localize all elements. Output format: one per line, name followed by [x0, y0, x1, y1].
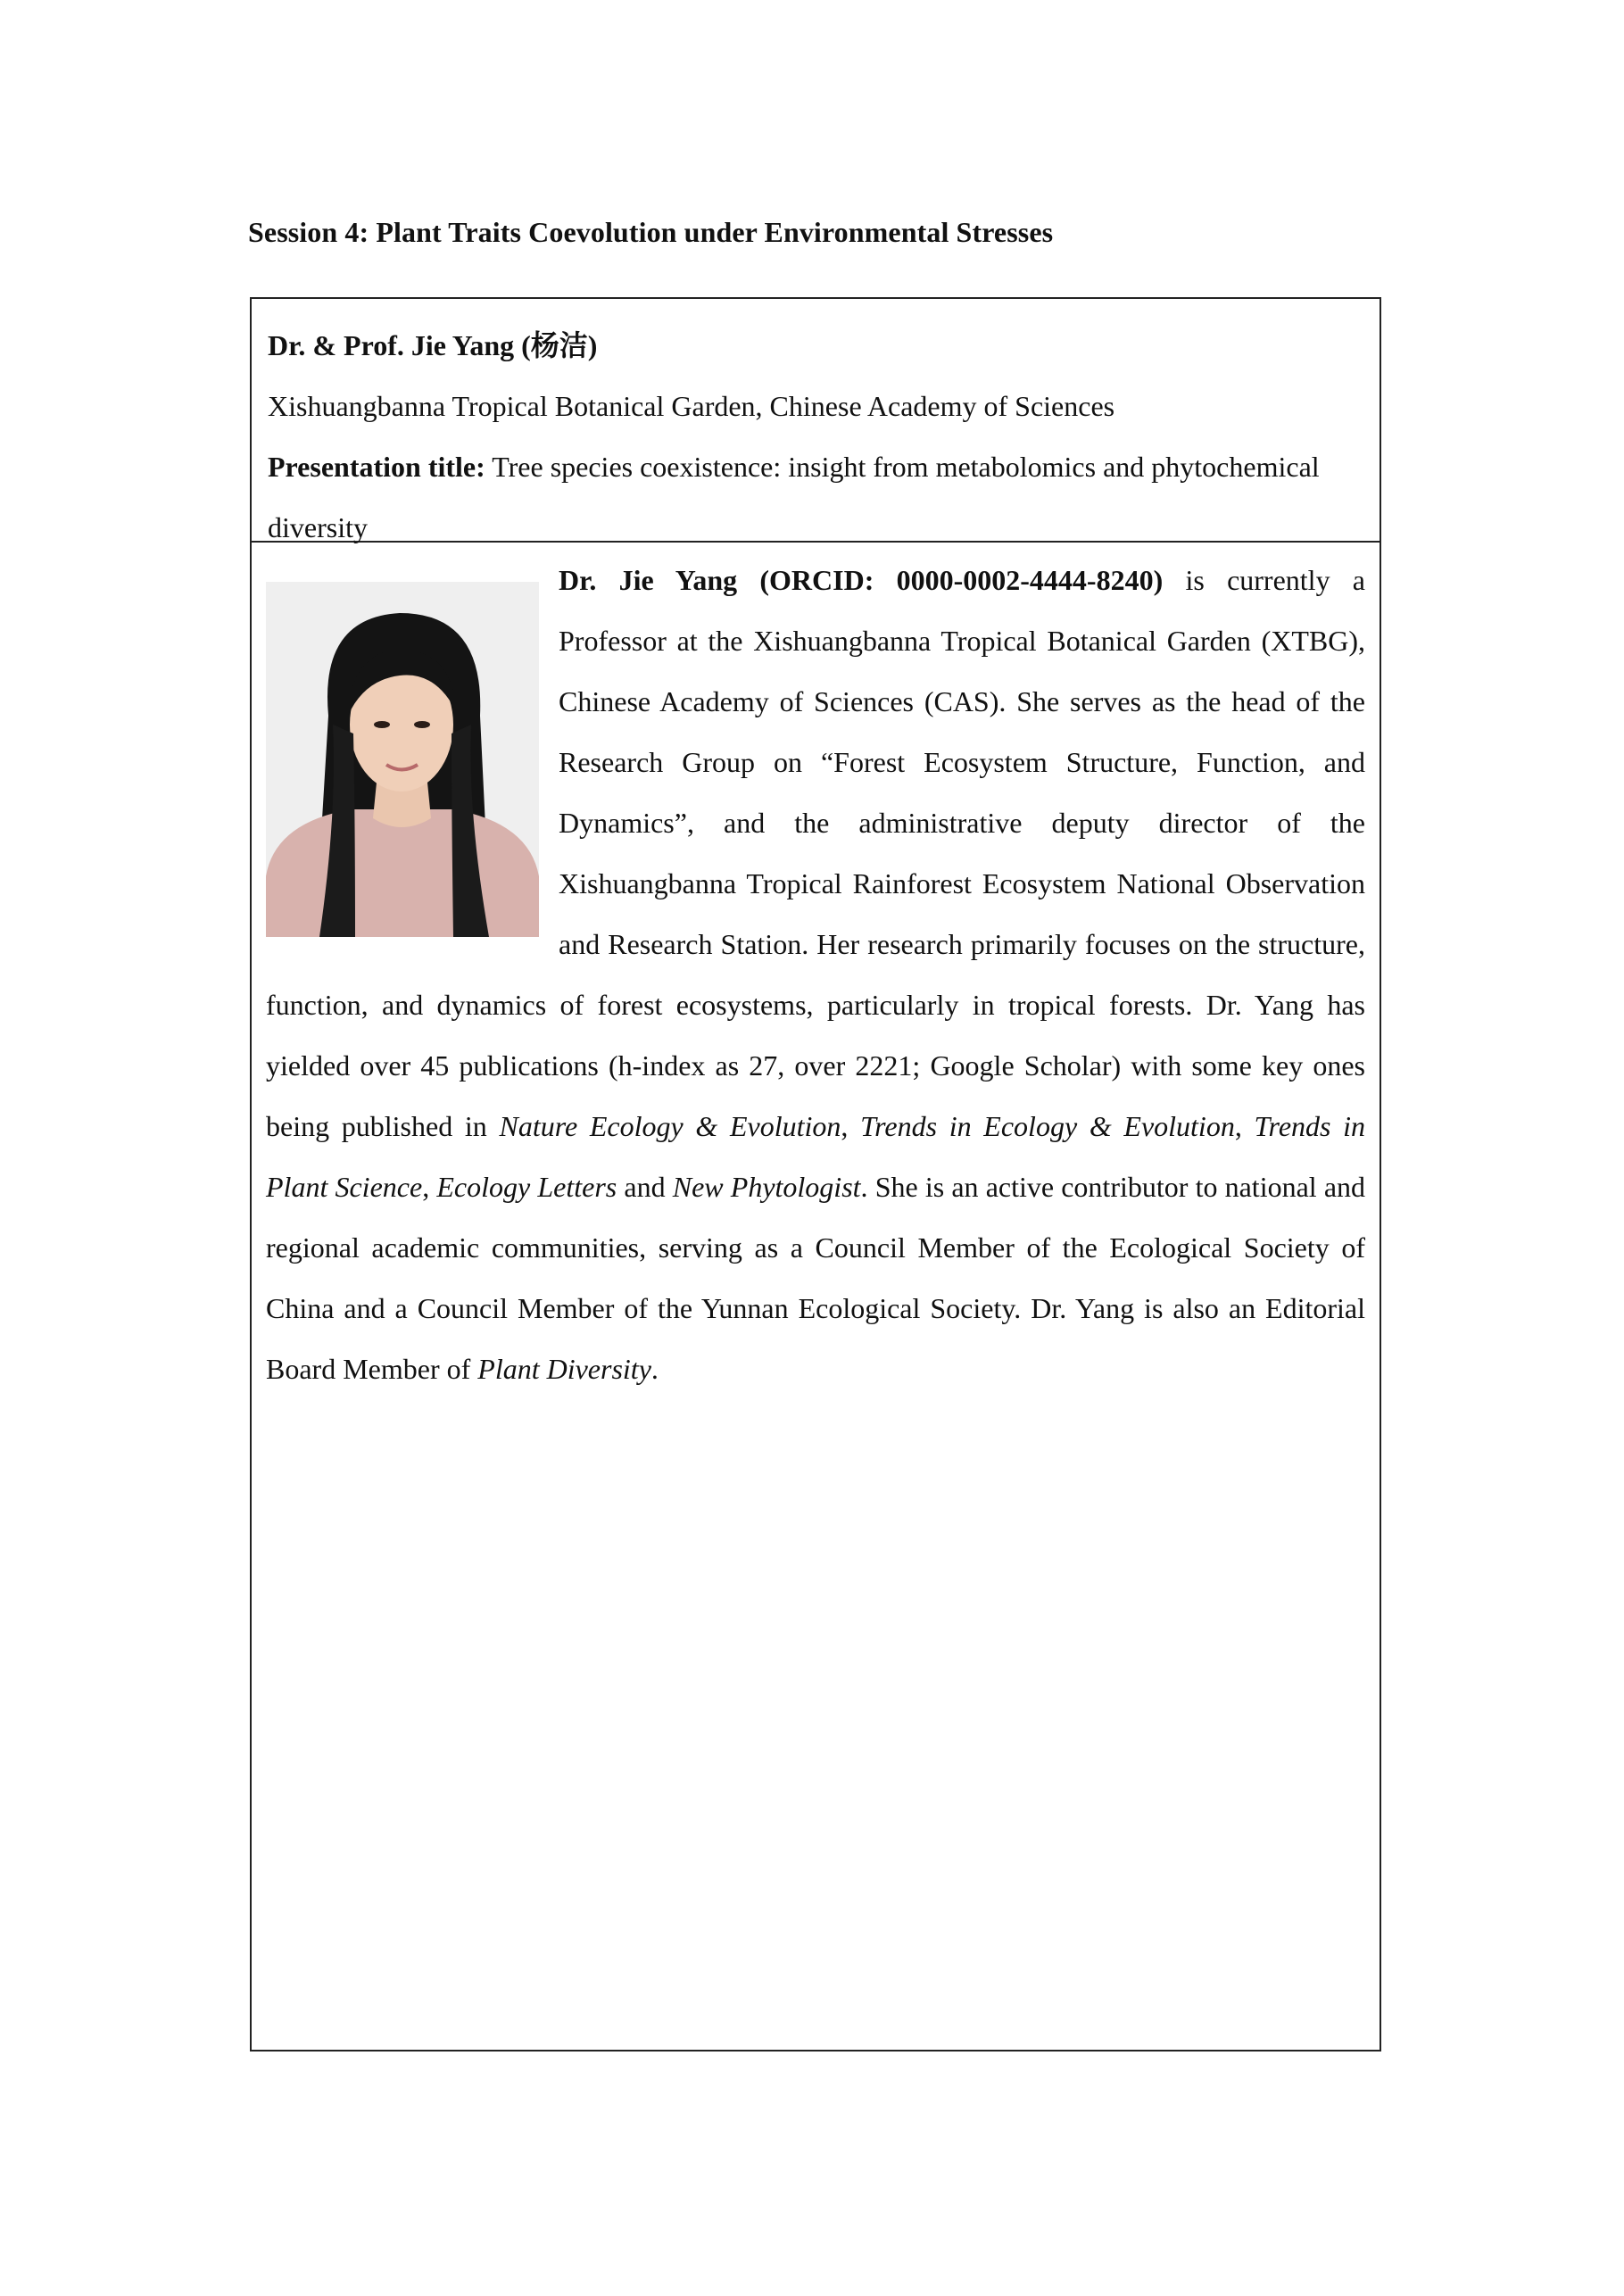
session-title: Session 4: Plant Traits Coevolution under Environmental Stresses: [248, 216, 1054, 248]
journal-5: New Phytologist: [672, 1171, 861, 1203]
journal-6: Plant Diversity: [477, 1353, 651, 1385]
speaker-name: Dr. & Prof. Jie Yang (杨洁): [268, 329, 598, 361]
speaker-card: [250, 297, 1381, 2051]
bio-sep3: ,: [422, 1171, 437, 1203]
bio-part1: is currently a Professor at the Xishuangbanna Tropical Botanical Garden (XTBG), Chinese Academy of Sciences (CAS). She serves as the head of the Research Group on “Forest Ecosystem Structure, Function, and Dynamics”, and the administrative deputy director of the Xishuangbanna Tropical Rainforest Ecosystem National Observation and Research Station. Her research primarily focuses on the structure, function, and dynamics of forest ecosystems, particularly in tropical forests. Dr. Yang has yielded over 45 publications (h-index as 27, over 2221; Google Scholar) with some key ones being published in: [266, 564, 1366, 1142]
speaker-bio: [252, 543, 1380, 1399]
bio-sep1: ,: [841, 1110, 861, 1142]
bio-end: .: [650, 1353, 659, 1385]
bio-part2: . She is an active contributor to national and regional academic communities, serving as a Council Member of the Ecological Society of China and a Council Member of the Yunnan Ecological Society. Dr. Yang is also an Editorial Board Member of: [266, 1171, 1366, 1385]
speaker-header: [252, 299, 1380, 543]
bio-lead: Dr. Jie Yang (ORCID: 0000-0002-4444-8240): [559, 564, 1164, 596]
speaker-affiliation: Xishuangbanna Tropical Botanical Garden, Chinese Academy of Sciences: [268, 390, 1115, 422]
journal-3: Trends in Plant Science: [266, 1110, 1366, 1203]
speaker-photo: [266, 582, 539, 937]
journal-1: Nature Ecology & Evolution: [499, 1110, 841, 1142]
presentation-label: Presentation title:: [268, 451, 485, 483]
presentation-line: [268, 436, 1363, 558]
bio-sep2: ,: [1234, 1110, 1255, 1142]
presentation-title: Tree species coexistence: insight from metabolomics and phytochemical diversity: [268, 451, 1320, 543]
bio-sep4: and: [617, 1171, 673, 1203]
journal-2: Trends in Ecology & Evolution: [860, 1110, 1235, 1142]
journal-4: Ecology Letters: [436, 1171, 617, 1203]
